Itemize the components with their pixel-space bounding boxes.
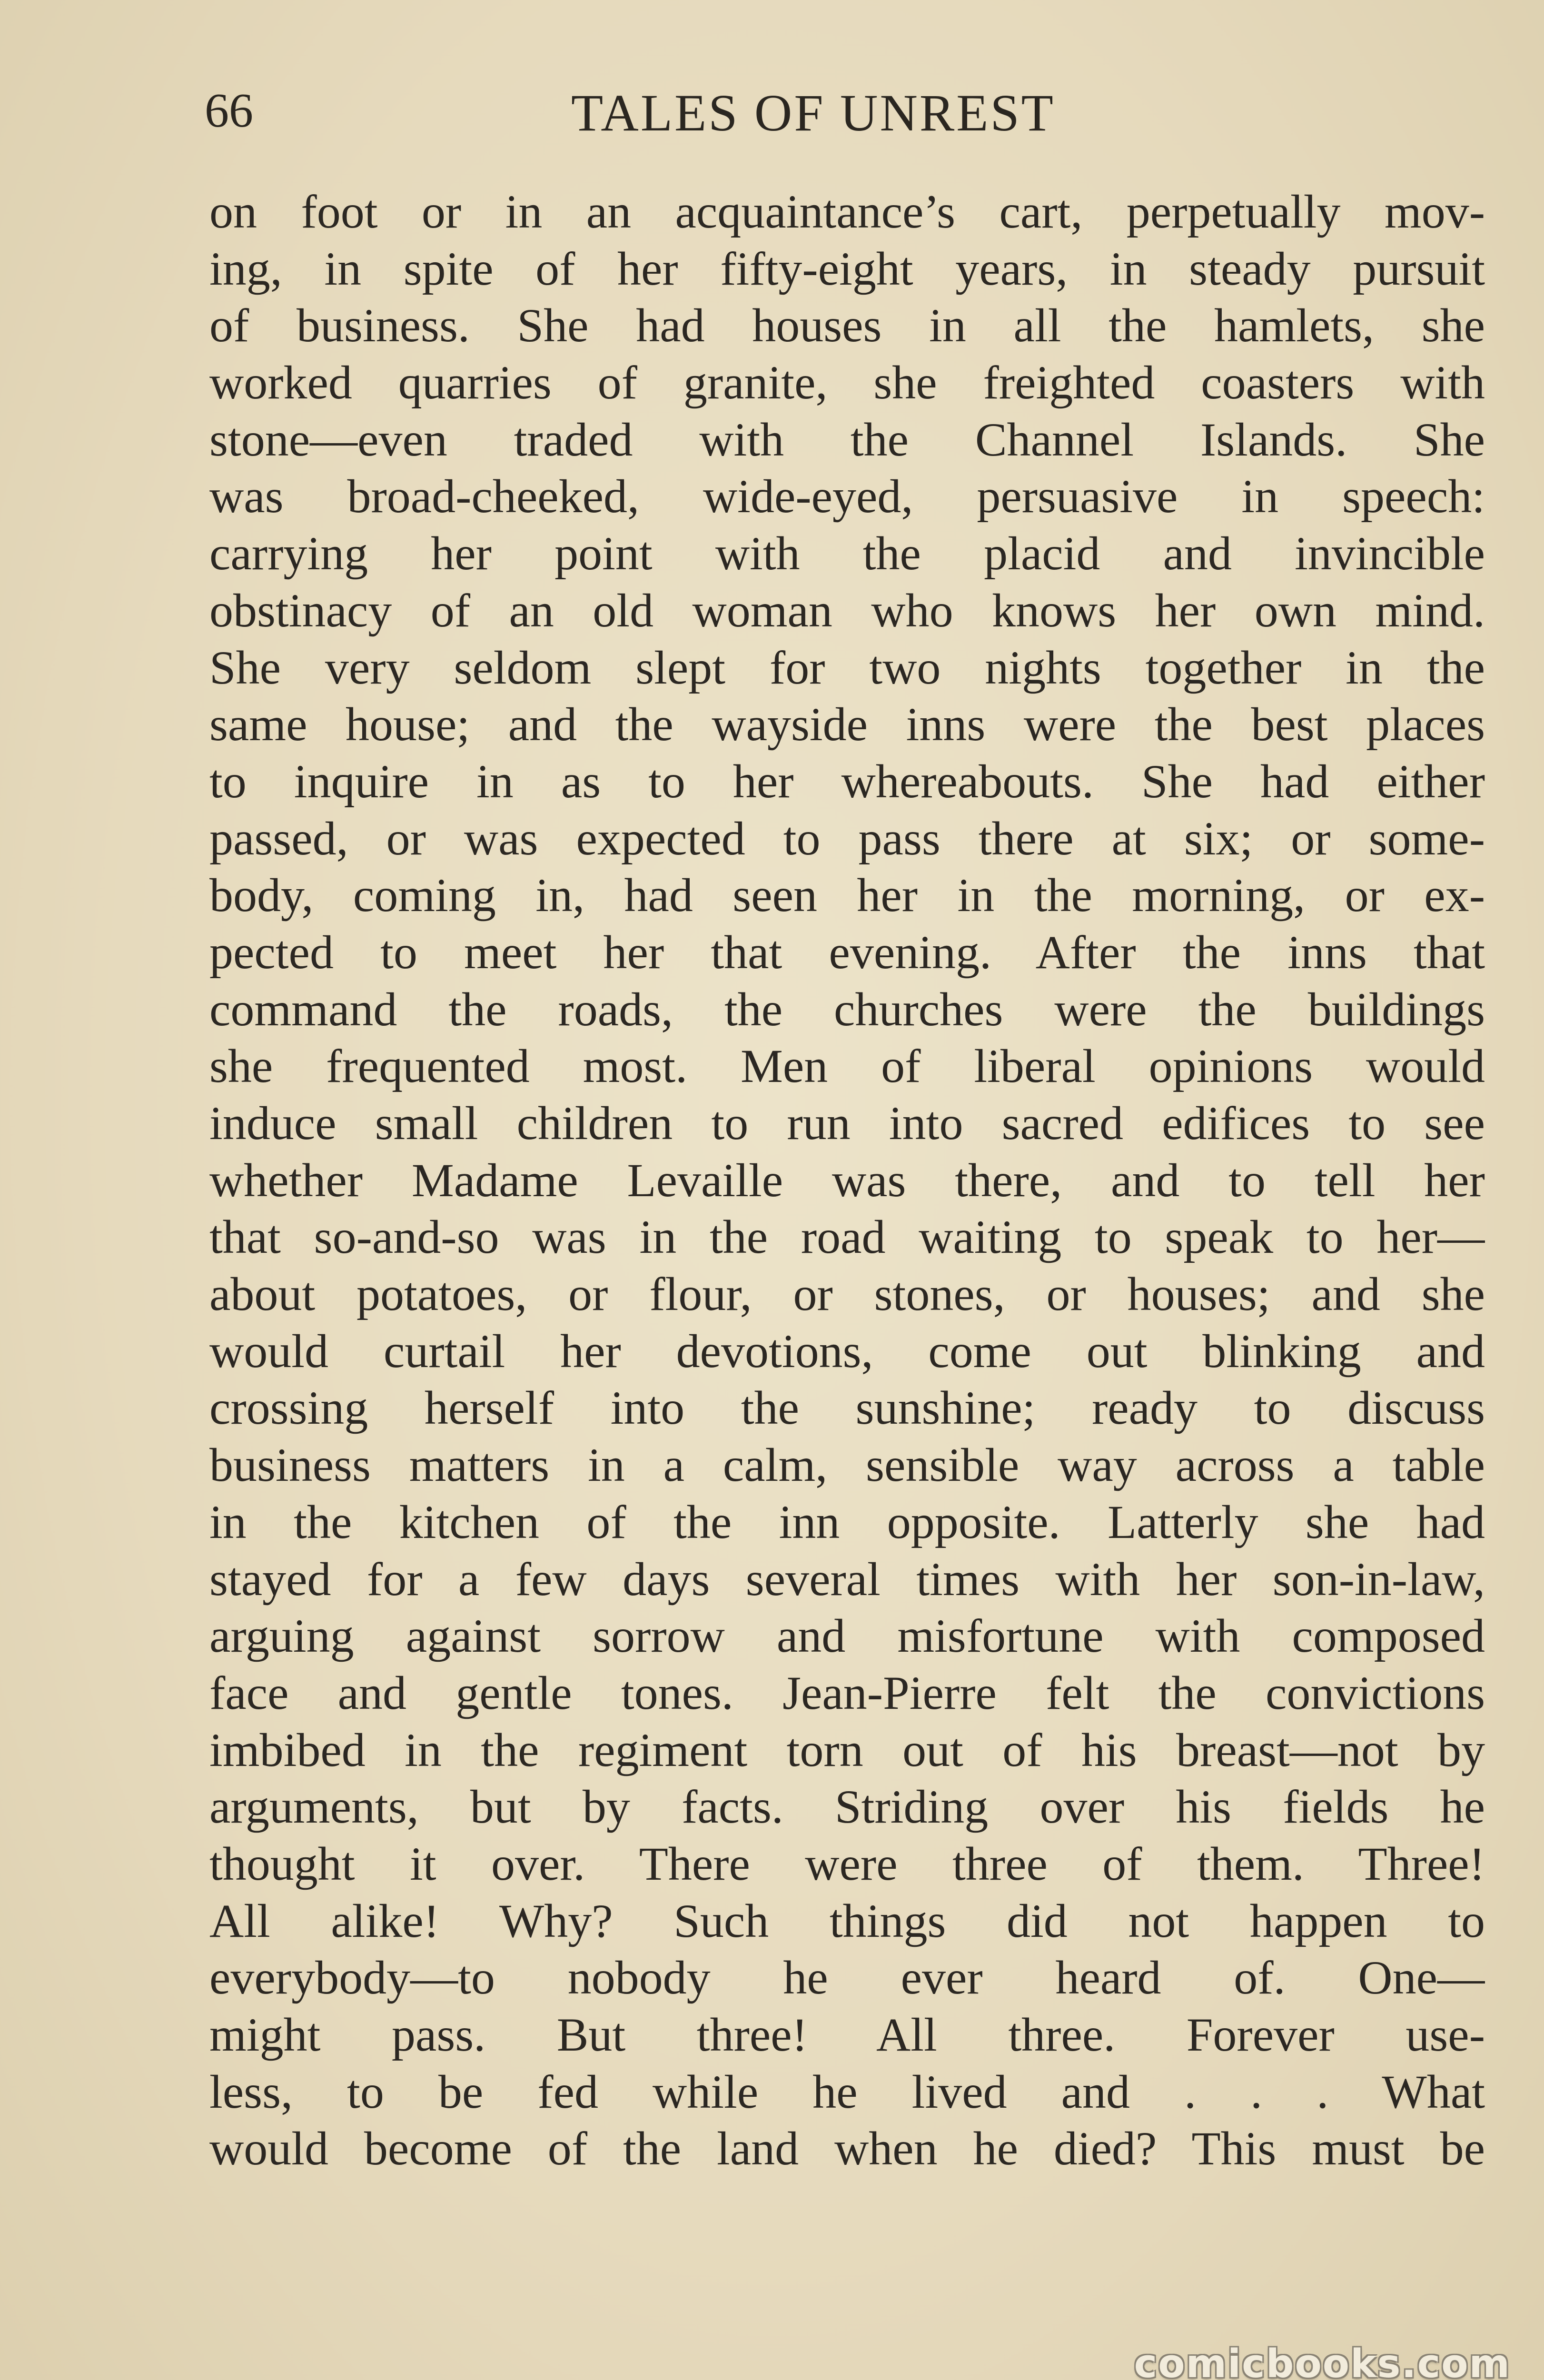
text-line: stayed for a few days several times with her son-in-law, bbox=[209, 1552, 1485, 1606]
text-line: All alike! Why? Such things did not happen to bbox=[209, 1894, 1485, 1947]
text-line: about potatoes, or flour, or stones, or houses; and she bbox=[209, 1268, 1485, 1321]
text-line: on foot or in an acquaintance’s cart, perpetually mov- bbox=[209, 185, 1485, 238]
text-line: carrying her point with the placid and invincible bbox=[209, 527, 1485, 580]
text-line: She very seldom slept for two nights together in the bbox=[209, 641, 1485, 694]
body-text bbox=[209, 183, 1485, 2177]
text-line: ing, in spite of her fifty-eight years, in steady pursuit bbox=[209, 242, 1485, 295]
text-line: pected to meet her that evening. After the inns that bbox=[209, 925, 1485, 979]
text-line: business matters in a calm, sensible way across a table bbox=[209, 1438, 1485, 1492]
text-line: might pass. But three! All three. Forever use- bbox=[209, 2008, 1485, 2061]
text-line: would become of the land when he died? This must be bbox=[209, 2122, 1485, 2175]
text-line: everybody—to nobody he ever heard of. One— bbox=[209, 1951, 1485, 2004]
text-line: was broad-cheeked, wide-eyed, persuasive in speech: bbox=[209, 470, 1485, 523]
text-line: crossing herself into the sunshine; ready to discuss bbox=[209, 1381, 1485, 1435]
text-line: obstinacy of an old woman who knows her own mind. bbox=[209, 584, 1485, 637]
text-line: stone—even traded with the Channel Islands. She bbox=[209, 413, 1485, 466]
text-line: body, coming in, had seen her in the morning, or ex- bbox=[209, 869, 1485, 922]
running-title: TALES OF UNREST bbox=[571, 84, 1055, 142]
text-line: whether Madame Levaille was there, and to tell her bbox=[209, 1153, 1485, 1207]
text-line: same house; and the wayside inns were the best places bbox=[209, 698, 1485, 751]
text-line: that so-and-so was in the road waiting to speak to her— bbox=[209, 1210, 1485, 1264]
text-line: worked quarries of granite, she freighted coasters with bbox=[209, 356, 1485, 409]
watermark: comicbooks.com bbox=[1134, 2341, 1511, 2380]
text-line: imbibed in the regiment torn out of his breast—not by bbox=[209, 1723, 1485, 1776]
page-number: 66 bbox=[205, 84, 253, 138]
text-line: thought it over. There were three of them. Three! bbox=[209, 1837, 1485, 1890]
text-line: in the kitchen of the inn opposite. Latterly she had bbox=[209, 1495, 1485, 1548]
text-line: passed, or was expected to pass there at six; or some- bbox=[209, 812, 1485, 865]
text-line: face and gentle tones. Jean-Pierre felt the convictions bbox=[209, 1666, 1485, 1719]
text-line: induce small children to run into sacred edifices to see bbox=[209, 1097, 1485, 1150]
text-line: she frequented most. Men of liberal opinions would bbox=[209, 1040, 1485, 1093]
text-line: less, to be fed while he lived and . . . What bbox=[209, 2065, 1485, 2118]
text-line: to inquire in as to her whereabouts. She had either bbox=[209, 754, 1485, 808]
text-line: command the roads, the churches were the buildings bbox=[209, 982, 1485, 1036]
text-line: arguments, but by facts. Striding over his fields he bbox=[209, 1780, 1485, 1834]
text-line: arguing against sorrow and misfortune with composed bbox=[209, 1609, 1485, 1663]
text-line: would curtail her devotions, come out blinking and bbox=[209, 1324, 1485, 1378]
text-line: of business. She had houses in all the hamlets, she bbox=[209, 299, 1485, 352]
